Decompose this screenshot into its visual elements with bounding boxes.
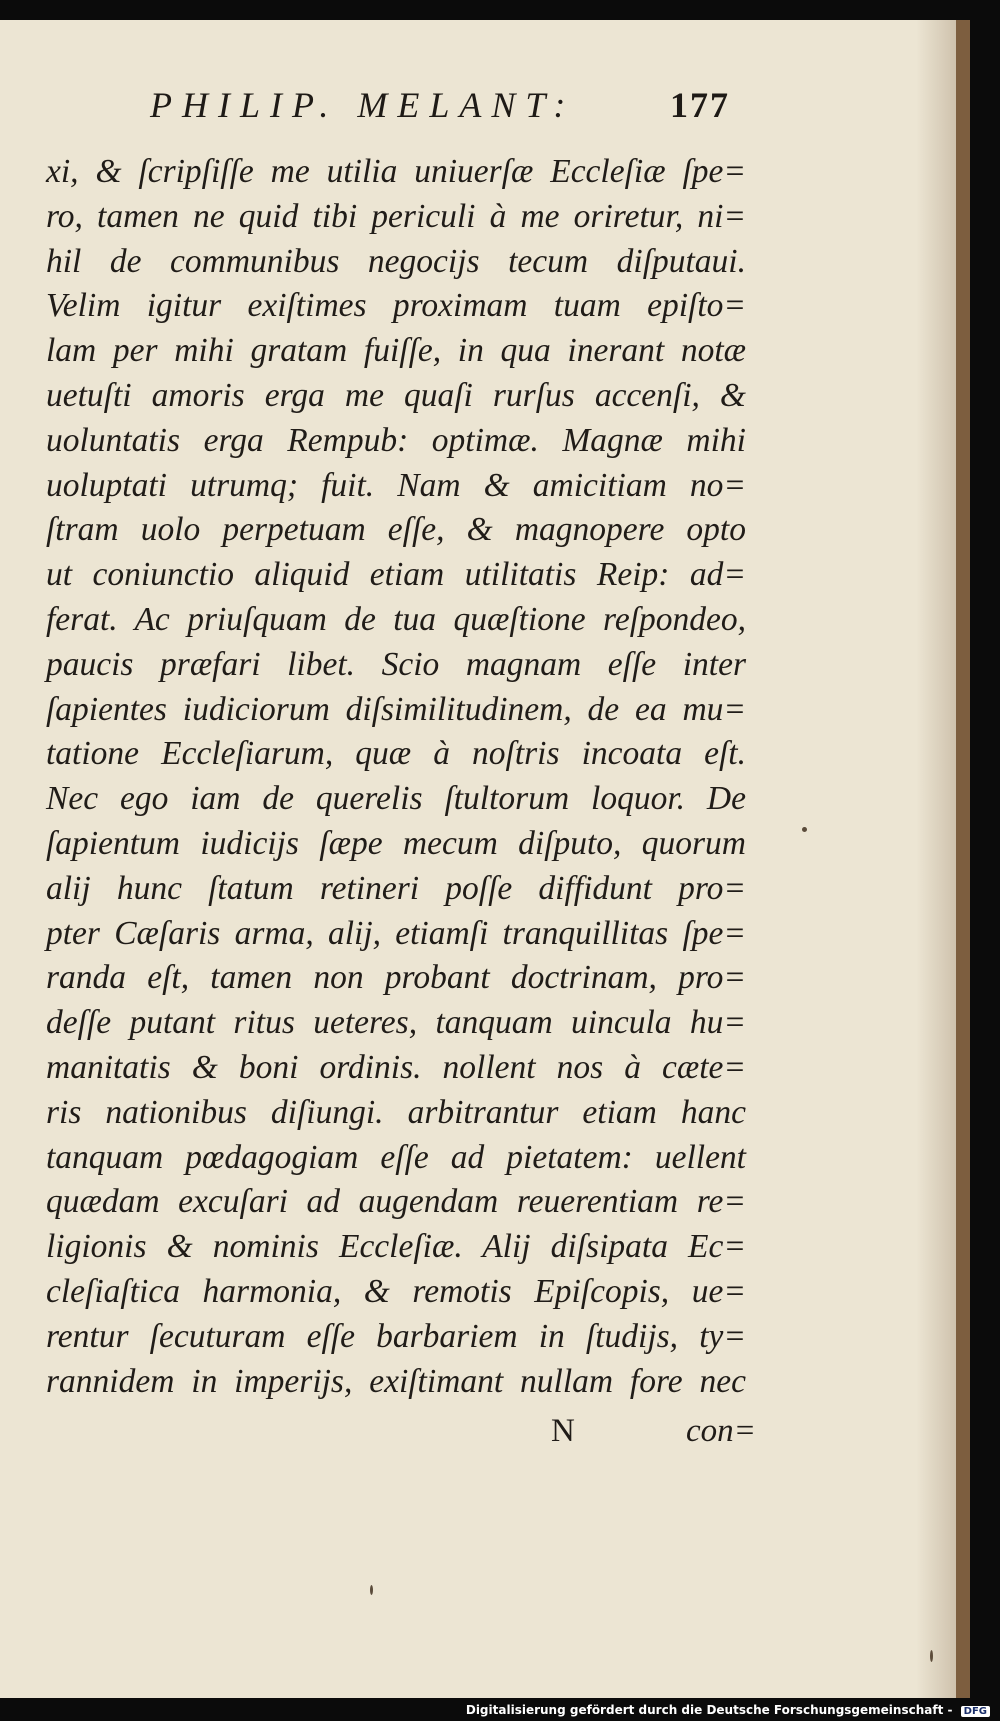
text-line: uetuſti amoris erga me quaſi rurſus accenſi, &: [46, 376, 746, 414]
catchword: con=: [686, 1413, 756, 1449]
text-line: ro, tamen ne quid tibi periculi à me oriretur, ni=: [46, 197, 746, 235]
book-page: [0, 20, 970, 1698]
text-line: rannidem in imperijs, exiſtimant nullam fore nec: [46, 1362, 746, 1400]
text-line: hil de communibus negocijs tecum diſputaui.: [46, 242, 746, 280]
text-line: Nec ego iam de querelis ſtultorum loquor. De: [46, 780, 746, 818]
text-line: uoluptati utrumq; fuit. Nam & amicitiam no=: [46, 466, 746, 504]
text-line: Velim igitur exiſtimes proximam tuam epiſto=: [46, 287, 746, 325]
text-line: ſapientes iudiciorum diſsimilitudinem, de ea mu=: [46, 690, 746, 728]
text-line: alij hunc ſtatum retineri poſſe diffidunt pro=: [46, 869, 746, 907]
text-line: uoluntatis erga Rempub: optimæ. Magnæ mihi: [46, 421, 746, 459]
text-line: tanquam pœdagogiam eſſe ad pietatem: uellent: [46, 1138, 746, 1176]
text-line: ſapientum iudicijs ſæpe mecum diſputo, quorum: [46, 824, 746, 862]
digitization-footer: [466, 1703, 990, 1717]
text-line: ſtram uolo perpetuam eſſe, & magnopere opto: [46, 511, 746, 549]
dfg-logo: DFG: [961, 1706, 990, 1717]
text-line: pter Cæſaris arma, alij, etiamſi tranquillitas ſpe=: [46, 914, 746, 952]
paper-speck: [930, 1650, 933, 1662]
running-head-title: PHILIP. MELANT:: [150, 85, 576, 125]
text-line: lam per mihi gratam fuiſſe, in qua inerant notæ: [46, 332, 746, 370]
text-line: randa eſt, tamen non probant doctrinam, pro=: [46, 959, 746, 997]
text-line: tatione Eccleſiarum, quæ à noſtris incoata eſt.: [46, 735, 746, 773]
text-line: cleſiaſtica harmonia, & remotis Epiſcopis, ue=: [46, 1272, 746, 1310]
footer-text: Digitalisierung gefördert durch die Deutsche Forschungsgemeinschaft -: [465, 1703, 953, 1717]
page-number: 177: [670, 85, 730, 125]
text-line: manitatis & boni ordinis. nollent nos à cæte=: [46, 1048, 746, 1086]
text-line: quædam excuſari ad augendam reuerentiam re=: [46, 1183, 746, 1221]
text-line: paucis præfari libet. Scio magnam eſſe inter: [46, 645, 746, 683]
text-line: ut coniunctio aliquid etiam utilitatis Reip: ad=: [46, 556, 746, 594]
text-line: ferat. Ac priuſquam de tua quæſtione reſpondeo,: [46, 600, 746, 638]
paper-speck: [370, 1585, 373, 1595]
text-line: deſſe putant ritus ueteres, tanquam uincula hu=: [46, 1004, 746, 1042]
signature-mark: N: [551, 1413, 575, 1449]
body-text: [46, 150, 746, 1404]
text-line: rentur ſecuturam eſſe barbariem in ſtudijs, ty=: [46, 1317, 746, 1355]
text-line: ris nationibus diſiungi. arbitrantur etiam hanc: [46, 1093, 746, 1131]
text-line: ligionis & nominis Eccleſiæ. Alij diſsipata Ec=: [46, 1228, 746, 1266]
running-head: [150, 84, 730, 126]
paper-speck: [802, 827, 807, 832]
text-line: xi, & ſcripſiſſe me utilia uniuerſæ Eccleſiæ ſpe=: [46, 153, 746, 190]
